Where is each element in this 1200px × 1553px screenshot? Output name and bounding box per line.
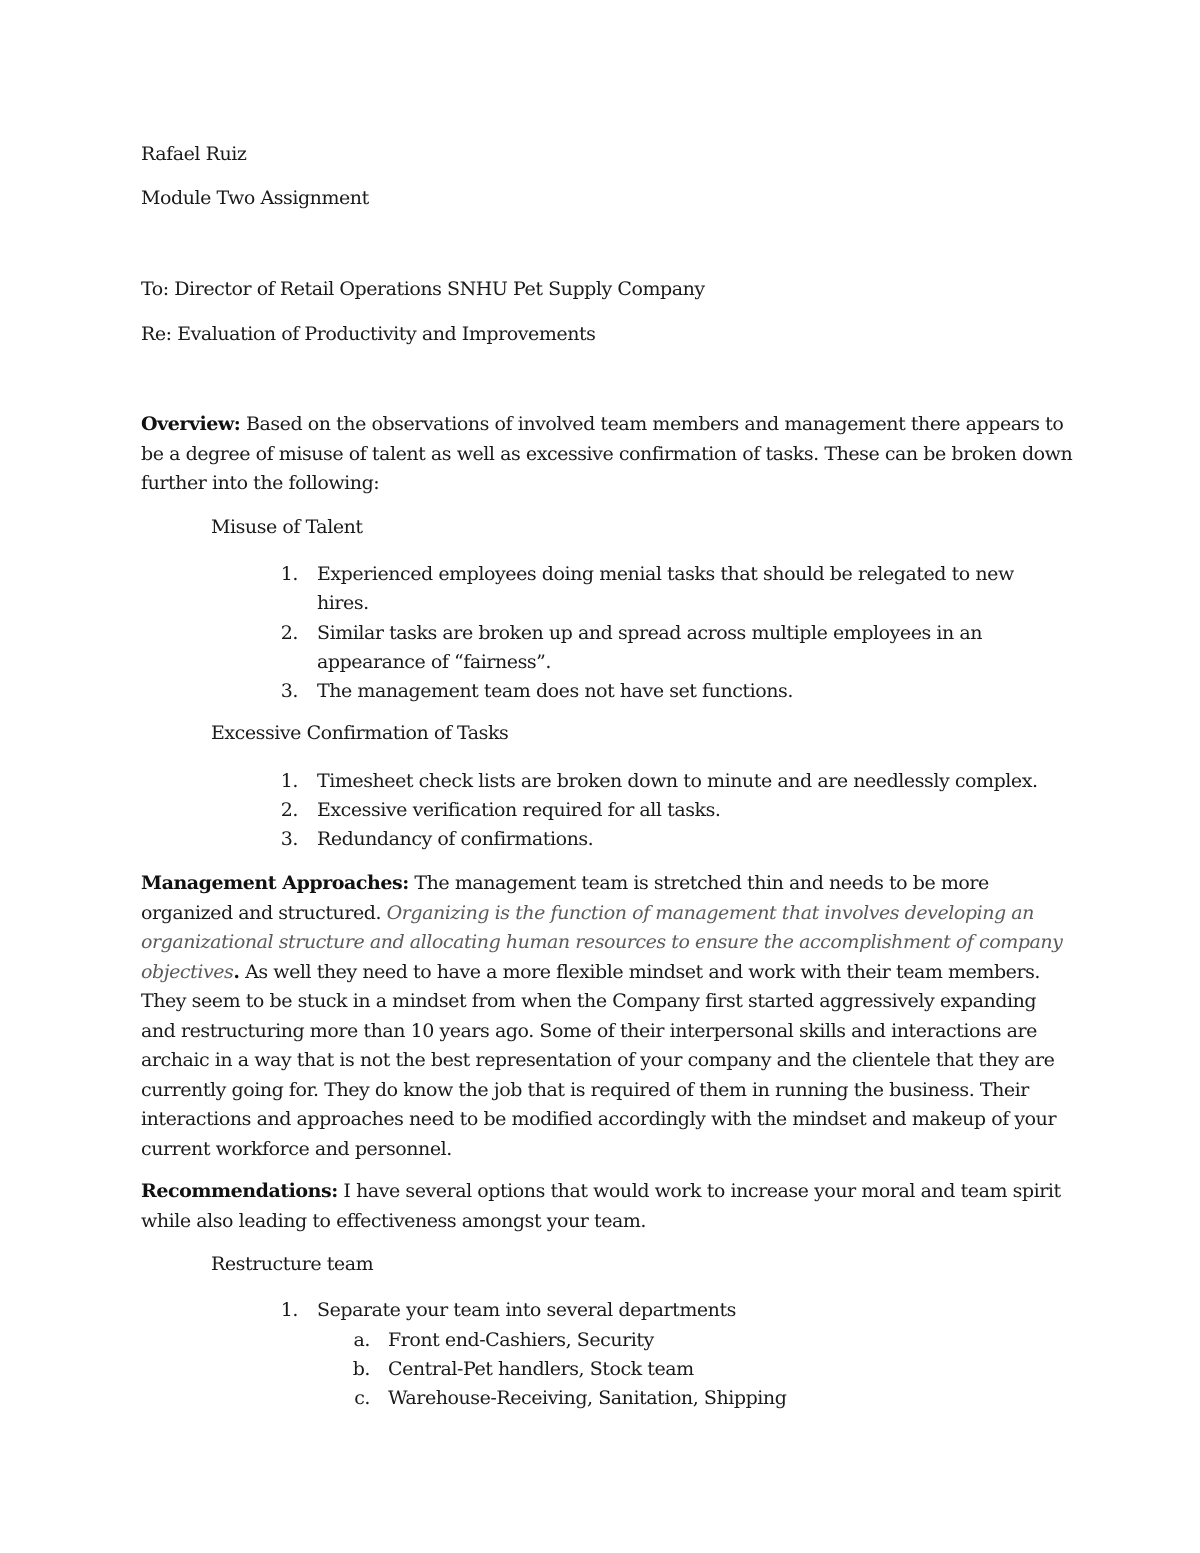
recommendations-paragraph [141, 1177, 1076, 1236]
list-item [258, 560, 1058, 620]
list-text: The management team does not have set functions. [317, 680, 793, 702]
memo-re-line: Re: Evaluation of Productivity and Improvements [141, 323, 596, 345]
list-number: 2. [280, 622, 298, 644]
recommendations-label: Recommendations: [141, 1180, 338, 1202]
management-text-before: The management team is stretched thin and needs to be more organized and structured. [141, 872, 989, 924]
management-paragraph [141, 869, 1076, 1164]
list-text: Similar tasks are broken up and spread across multiple employees in an appearance of “fairness”. [317, 622, 983, 673]
restructure-heading: Restructure team [211, 1253, 374, 1275]
sub-list-item [330, 1384, 1030, 1414]
list-number: 3. [280, 828, 298, 850]
list-text: Excessive verification required for all tasks. [317, 799, 721, 821]
sub-list-item [330, 1326, 1030, 1356]
list-number: 1. [280, 1299, 298, 1321]
list-text: Experienced employees doing menial tasks that should be relegated to new hires. [317, 563, 1014, 614]
management-quote: Organizing is the function of management that involves developing an organizational structure and allocating human resources to ensure the accomplishment of company objectives [141, 901, 1063, 983]
memo-to-line: To: Director of Retail Operations SNHU Pet Supply Company [141, 278, 705, 300]
list-item [258, 825, 1058, 855]
assignment-title: Module Two Assignment [141, 187, 369, 209]
sub-list-text: Warehouse-Receiving, Sanitation, Shipping [388, 1387, 787, 1409]
list-item [258, 796, 1058, 826]
list-item [258, 767, 1058, 797]
list-item [258, 619, 1058, 679]
sub-list-letter: b. [352, 1358, 370, 1380]
overview-label: Overview: [141, 413, 241, 435]
list-number: 2. [280, 799, 298, 821]
sub-list-text: Front end-Cashiers, Security [388, 1329, 654, 1351]
list-text: Separate your team into several departments [317, 1299, 736, 1321]
list-text: Timesheet check lists are broken down to minute and are needlessly complex. [317, 770, 1038, 792]
recommendations-text: I have several options that would work to increase your moral and team spirit while also leading to effectiveness amongst your team. [141, 1180, 1061, 1232]
sub-list-letter: a. [353, 1329, 370, 1351]
overview-text: Based on the observations of involved team members and management there appears to be a degree of misuse of talent as well as excessive confirmation of tasks. These can be broken down further into the following: [141, 413, 1073, 494]
overview-paragraph [141, 410, 1076, 499]
misuse-heading: Misuse of Talent [211, 516, 363, 538]
list-number: 1. [280, 563, 298, 585]
excessive-confirmation-heading: Excessive Confirmation of Tasks [211, 722, 509, 744]
quote-period: . [233, 960, 240, 983]
sub-list-letter: c. [354, 1387, 370, 1409]
list-number: 1. [280, 770, 298, 792]
list-text: Redundancy of confirmations. [317, 828, 594, 850]
list-item [258, 1296, 1058, 1326]
list-item [258, 677, 1058, 707]
sub-list-text: Central-Pet handlers, Stock team [388, 1358, 694, 1380]
list-number: 3. [280, 680, 298, 702]
sub-list-item [330, 1355, 1030, 1385]
management-text-after: As well they need to have a more flexible mindset and work with their team members. They seem to be stuck in a mindset from when the Company first started aggressively expanding and restructuring more than 10 years ago. Some of their interpersonal skills and interactions are archaic in a way that is not the best representation of your company and the clientele that they are currently going for. They do know the job that is required of them in running the business. Their interactions and approaches need to be modified accordingly with the mindset and makeup of your current workforce and personnel. [141, 960, 1057, 1160]
author-name: Rafael Ruiz [141, 143, 247, 165]
management-label: Management Approaches: [141, 872, 409, 894]
